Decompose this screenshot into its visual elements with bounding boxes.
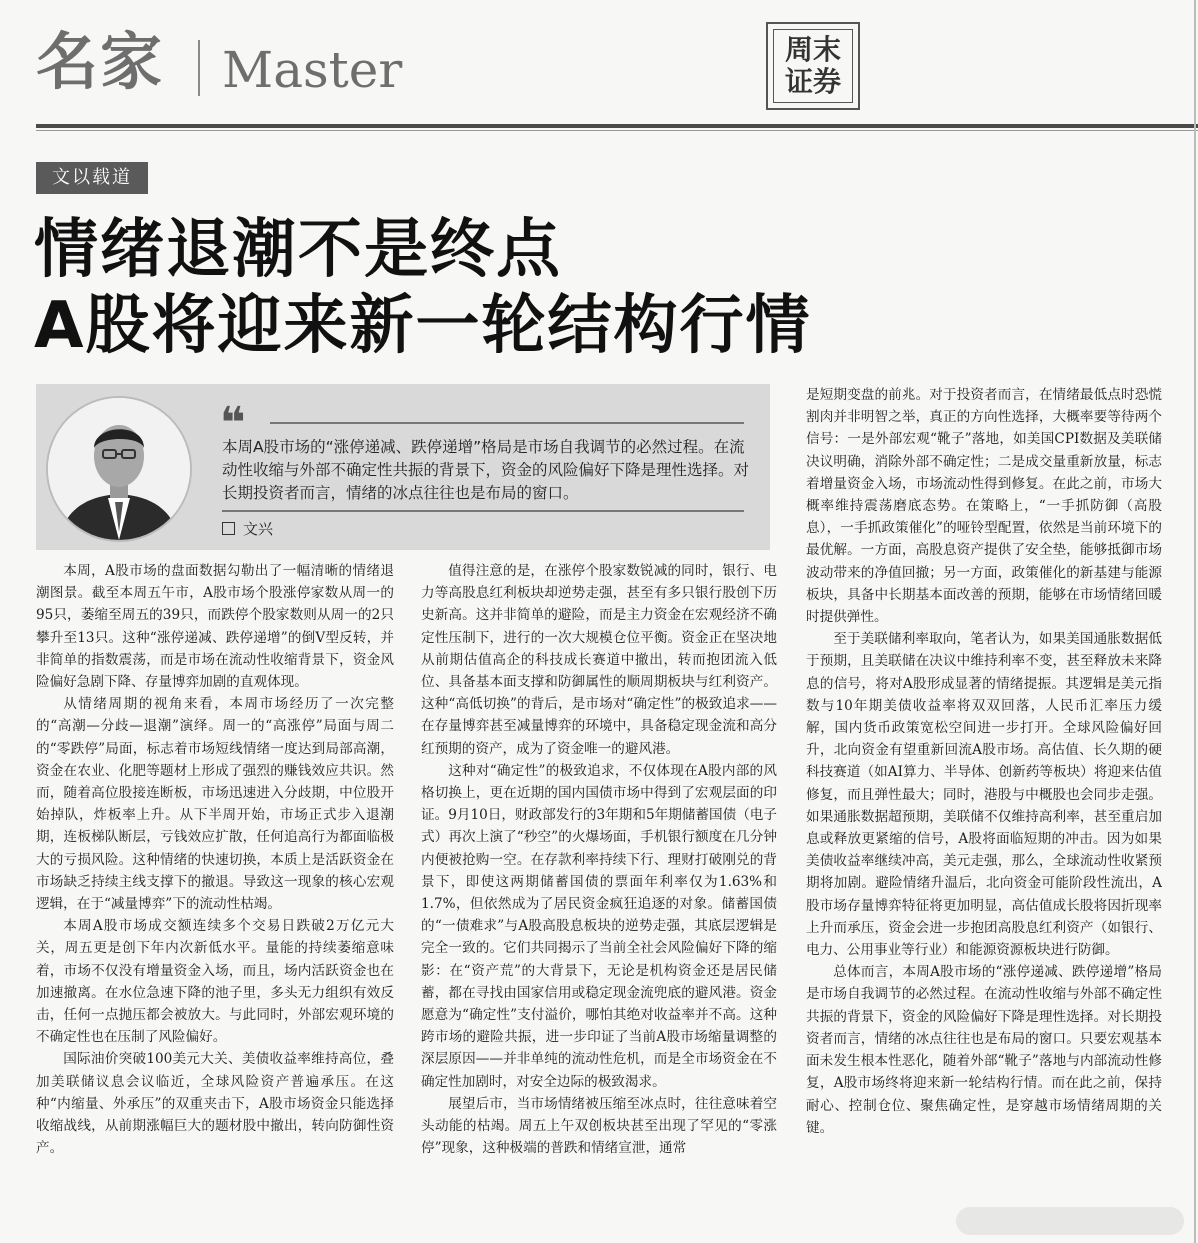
- paragraph: 展望后市，当市场情绪被压缩至冰点时，往往意味着空头动能的枯竭。周五上午双创板块甚至出现了罕见的“零涨停”现象，这种极端的普跌和情绪宣泄，通常: [421, 1095, 777, 1157]
- byline-square-icon: [222, 522, 235, 535]
- article-column-1: [36, 560, 394, 1159]
- masthead-rule-thin: [36, 130, 1198, 131]
- summary-text: 本周A股市场的“涨停递减、跌停递增”格局是市场自我调节的必然过程。在流动性收缩与外部不确定性共振的背景下，资金的风险偏好下降是理性选择。对长期投资者而言，情绪的冰点往往也是布局的窗口。: [222, 438, 750, 502]
- quote-rule-bottom: [222, 510, 744, 512]
- paragraph: 总体而言，本周A股市场的“涨停递减、跌停递增”格局是市场自我调节的必然过程。在流动性收缩与外部不确定性共振的背景下，资金的风险偏好下降是理性选择。对长期投资者而言，情绪的冰点往往也是布局的窗口。只要宏观基本面未发生根本性恶化，随着外部“靴子”落地与内部流动性修复，A股市场终将迎来新一轮结构行情。而在此之前，保持耐心、控制仓位、聚焦确定性，是穿越市场情绪周期的关键。: [806, 964, 1162, 1136]
- paragraph: 是短期变盘的前兆。对于投资者而言，在情绪最低点时恐慌割肉并非明智之举，真正的方向性选择，大概率要等待两个信号：一是外部宏观“靴子”落地，如美国CPI数据及美联储决议明确，消除外部不确定性；二是成交量重新放量，标志着增量资金入场，市场流动性得到修复。在此之前，市场大概率维持震荡磨底态势。在策略上，“一手抓防御（高股息），一手抓政策催化”的哑铃型配置，依然是当前环境下的最优解。一方面，高股息资产提供了安全垫，能够抵御市场波动带来的净值回撤；另一方面，政策催化的新基建与能源板块，具备中长期基本面改善的预期，能够在市场情绪回暖时提供弹性。: [806, 387, 1162, 626]
- viewer-overlay-button[interactable]: [956, 1207, 1184, 1235]
- column-tag: 文以载道: [36, 162, 148, 194]
- masthead-rule: [36, 124, 1198, 128]
- section-brand-en: Master: [222, 41, 403, 99]
- byline: [222, 518, 273, 539]
- logo-line-2: 证券: [784, 65, 841, 98]
- paragraph: 至于美联储利率取向，笔者认为，如果美国通胀数据低于预期，且美联储在决议中维持利率不变，甚至释放未来降息的信号，将对A股形成显著的情绪提振。其逻辑是美元指数与10年期美债收益率将双双回落，人民币汇率压力缓解，国内货币政策宽松空间进一步打开。全球风险偏好回升，北向资金有望重新回流A股市场。高估值、长久期的硬科技赛道（如AI算力、半导体、创新药等板块）将迎来估值修复，而且弹性最大；同时，港股与中概股也会同步走强。如果通胀数据超预期，美联储不仅维持高利率，甚至重启加息或释放更紧缩的信号，A股将面临短期的冲击。因为如果美债收益率继续冲高，美元走强，那么，全球流动性收紧预期将加剧。避险情绪升温后，北向资金可能阶段性流出，A股市场存量博弈特征将更加明显，高估值成长股将因折现率上升而承压，资金会进一步抱团高股息红利资产（如银行、电力、公用事业等行业）和能源资源板块进行防御。: [806, 631, 1162, 959]
- paragraph: 本周，A股市场的盘面数据勾勒出了一幅清晰的情绪退潮图景。截至本周五午市，A股市场个股涨停家数从周一的95只，萎缩至周五的39只，而跌停个股家数则从周一的2只攀升至13只。这种“涨停递减、跌停递增”的倒V型反转，并非简单的指数震荡，而是市场在流动性收缩背景下，资金风险偏好急剧下降、存量博弈加剧的直观体现。: [36, 563, 394, 691]
- paragraph: 本周A股市场成交额连续多个交易日跌破2万亿元大关，周五更是创下年内次新低水平。量能的持续萎缩意味着，市场不仅没有增量资金入场，而且，场内活跃资金也在加速撤离。在水位急速下降的池子里，多头无力组织有效反击，任何一点抛压都会被放大。与此同时，外部宏观环境的不确定性也在压制了风险偏好。: [36, 918, 394, 1046]
- quote-mark-icon: ❝: [220, 398, 246, 449]
- article-column-2: [421, 560, 777, 1159]
- newspaper-logo: [766, 22, 860, 110]
- paragraph: 这种对“确定性”的极致追求，不仅体现在A股内部的风格切换上，更在近期的国内国债市场中得到了宏观层面的印证。9月10日，财政部发行的3年期和5年期储蓄国债（电子式）再次上演了“秒空”的火爆场面，手机银行额度在几分钟内便被抢购一空。在存款利率持续下行、理财打破刚兑的背景下，即使这两期储蓄国债的票面年利率仅为1.63%和1.7%，但依然成为了居民资金疯狂追逐的对象。储蓄国债的“一债难求”与A股高股息板块的逆势走强，其底层逻辑是完全一致的。它们共同揭示了当前全社会风险偏好下降的缩影：在“资产荒”的大背景下，无论是机构资金还是居民储蓄，都在寻找由国家信用或稳定现金流兜底的避风港。资金愿意为“确定性”支付溢价，哪怕其绝对收益率并不高。这种跨市场的避险共振，进一步印证了当前A股市场缩量调整的深层原因——并非单纯的流动性危机，而是全市场资金在不确定性加剧时，对安全边际的极致渴求。: [421, 762, 777, 1090]
- author-photo: [46, 396, 192, 542]
- paragraph: 值得注意的是，在涨停个股家数锐减的同时，银行、电力等高股息红利板块却逆势走强，甚至有多只银行股创下历史新高。这并非简单的避险，而是主力资金在宏观经济不确定性压制下，进行的一次大规模仓位平衡。资金正在坚决地从前期估值高企的科技成长赛道中撤出，转而抱团流入低位、具备基本面支撑和防御属性的顺周期板块与红利资产。这种“高低切换”的背后，是市场对“确定性”的极致追求——在存量博弈甚至减量博弈的环境中，具备稳定现金流和高分红预期的资产，成为了资金唯一的避风港。: [421, 563, 777, 757]
- article-column-3: [806, 384, 1162, 1139]
- paragraph: 国际油价突破100美元大关、美债收益率维持高位，叠加美联储议息会议临近，全球风险资产普遍承压。在这种“内缩量、外承压”的双重夹击下，A股市场资金只能选择收缩战线，从前期涨幅巨大的题材股中撤出，转向防御性资产。: [36, 1051, 394, 1157]
- logo-line-1: 周末: [784, 33, 841, 66]
- brand-divider: [198, 40, 200, 96]
- quote-rule-top: [270, 422, 744, 424]
- section-brand-cn: 名家: [36, 25, 165, 98]
- paragraph: 从情绪周期的视角来看，本周市场经历了一次完整的“高潮—分歧—退潮”演绎。周一的“高涨停”局面与周二的“零跌停”局面，标志着市场短线情绪一度达到局部高潮，资金在农业、化肥等题材上形成了强烈的赚钱效应共识。然而，随着高位股接连断板，市场迅速进入分歧期，中位股开始掉队，炸板率上升。从下半周开始，市场正式步入退潮期，连板梯队断层，亏钱效应扩散，任何追高行为都面临极大的亏损风险。这种情绪的快速切换，本质上是活跃资金在市场缺乏持续主线支撑下的撤退。导致这一现象的核心宏观逻辑，在于“减量博弈”下的流动性枯竭。: [36, 696, 394, 913]
- headline-line-1: 情绪退潮不是终点: [34, 213, 562, 287]
- page-edge: [1194, 0, 1196, 1243]
- author-name: 文兴: [243, 520, 274, 538]
- headline-line-2: A股将迎来新一轮结构行情: [34, 289, 812, 363]
